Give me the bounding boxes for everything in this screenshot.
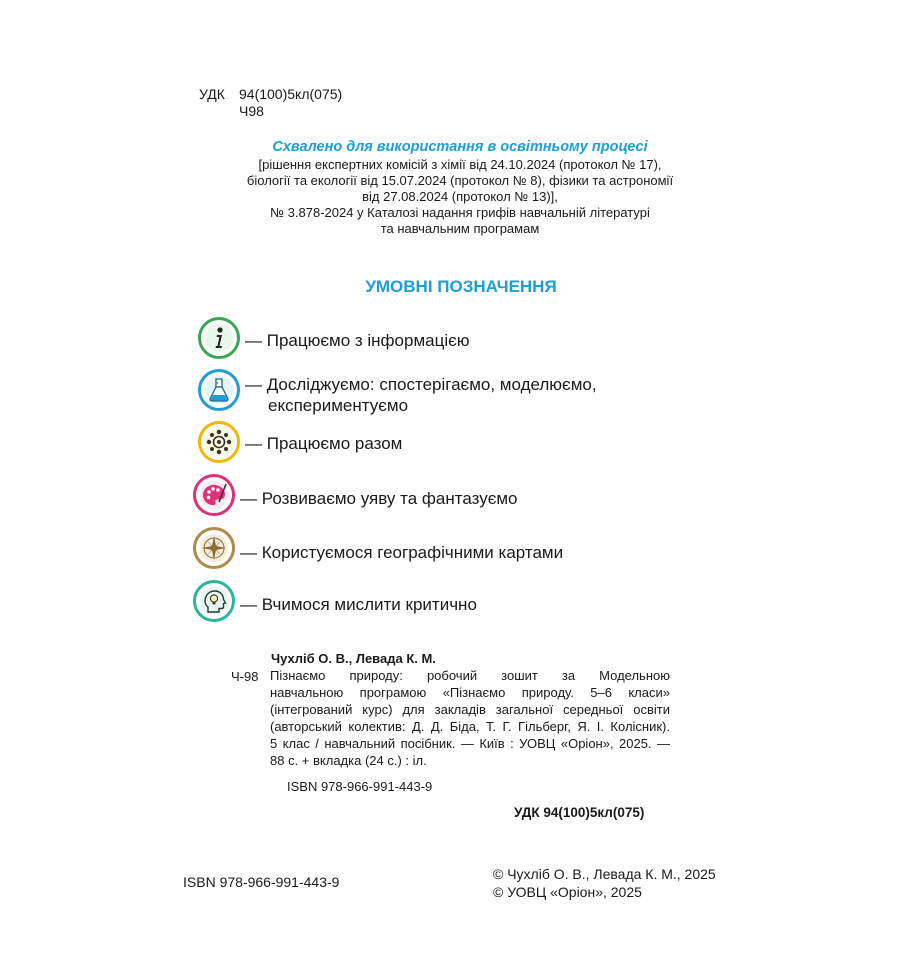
approval-heading: Схвалено для використання в освітньому процесі [272, 139, 648, 155]
legend-label: — Працюємо разом [245, 434, 403, 453]
biblio-line: (авторський колектив: Д. Д. Біда, Т. Г. Гільберг, Я. І. Колісник). [270, 719, 670, 734]
approval-line: та навчальним програмам [380, 221, 540, 236]
authors: Чухліб О. В., Левада К. М. [271, 651, 436, 666]
copyright-line: © Чухліб О. В., Левада К. М., 2025 [493, 866, 716, 882]
legend-label: — Працюємо з інформацією [245, 331, 470, 350]
approval-line: [рішення експертних комісій з хімії від 24.10.2024 (протокол № 17), [258, 157, 662, 172]
legend-label: — Користуємося географічними картами [240, 543, 564, 562]
biblio-line: 5 клас / навчальний посібник. — Київ : УОВЦ «Оріон», 2025. — [270, 736, 670, 751]
palette-icon [193, 474, 235, 516]
legend-label: — Вчимося мислити критично [240, 595, 477, 614]
udk-footer: УДК 94(100)5кл(075) [514, 805, 645, 820]
udk-label: УДК [199, 86, 225, 102]
biblio-line: 88 с. + вкладка (24 с.) : іл. [270, 753, 427, 768]
approval-line: № 3.878-2024 у Каталозі надання грифів навчальній літературі [270, 205, 650, 220]
legend-label-continued: експериментуємо [268, 396, 409, 415]
legend-label: — Розвиваємо уяву та фантазуємо [240, 489, 518, 508]
team-icon [198, 421, 240, 463]
approval-line: біології та екології від 15.07.2024 (протокол № 8), фізики та астрономії [246, 173, 674, 188]
udk-mark: Ч98 [239, 103, 264, 119]
biblio-line: навчальною програмою «Пізнаємо природу. 5–6 класи» [270, 685, 670, 700]
udk-code: 94(100)5кл(075) [239, 86, 343, 102]
bibliographic-description [270, 667, 670, 769]
legend-title: УМОВНІ ПОЗНАЧЕННЯ [365, 277, 557, 296]
copyright-line: © УОВЦ «Оріон», 2025 [493, 884, 642, 900]
biblio-line: Пізнаємо природу: робочий зошит за Модельною [270, 668, 670, 683]
head-bulb-icon [193, 580, 235, 622]
legend-label: — Досліджуємо: спостерігаємо, моделюємо, [245, 375, 597, 394]
flask-icon [198, 369, 240, 411]
approval-line: від 27.08.2024 (протокол № 13)], [362, 189, 558, 204]
info-icon [198, 317, 240, 359]
compass-icon [193, 527, 235, 569]
udk-header [199, 86, 342, 120]
biblio-line: (інтегрований курс) для закладів загальної середньої освіти [270, 702, 670, 717]
isbn: ISBN 978-966-991-443-9 [287, 779, 433, 794]
catalog-code: Ч-98 [231, 669, 259, 684]
isbn-footer: ISBN 978-966-991-443-9 [183, 874, 340, 890]
approval-block [230, 137, 690, 237]
